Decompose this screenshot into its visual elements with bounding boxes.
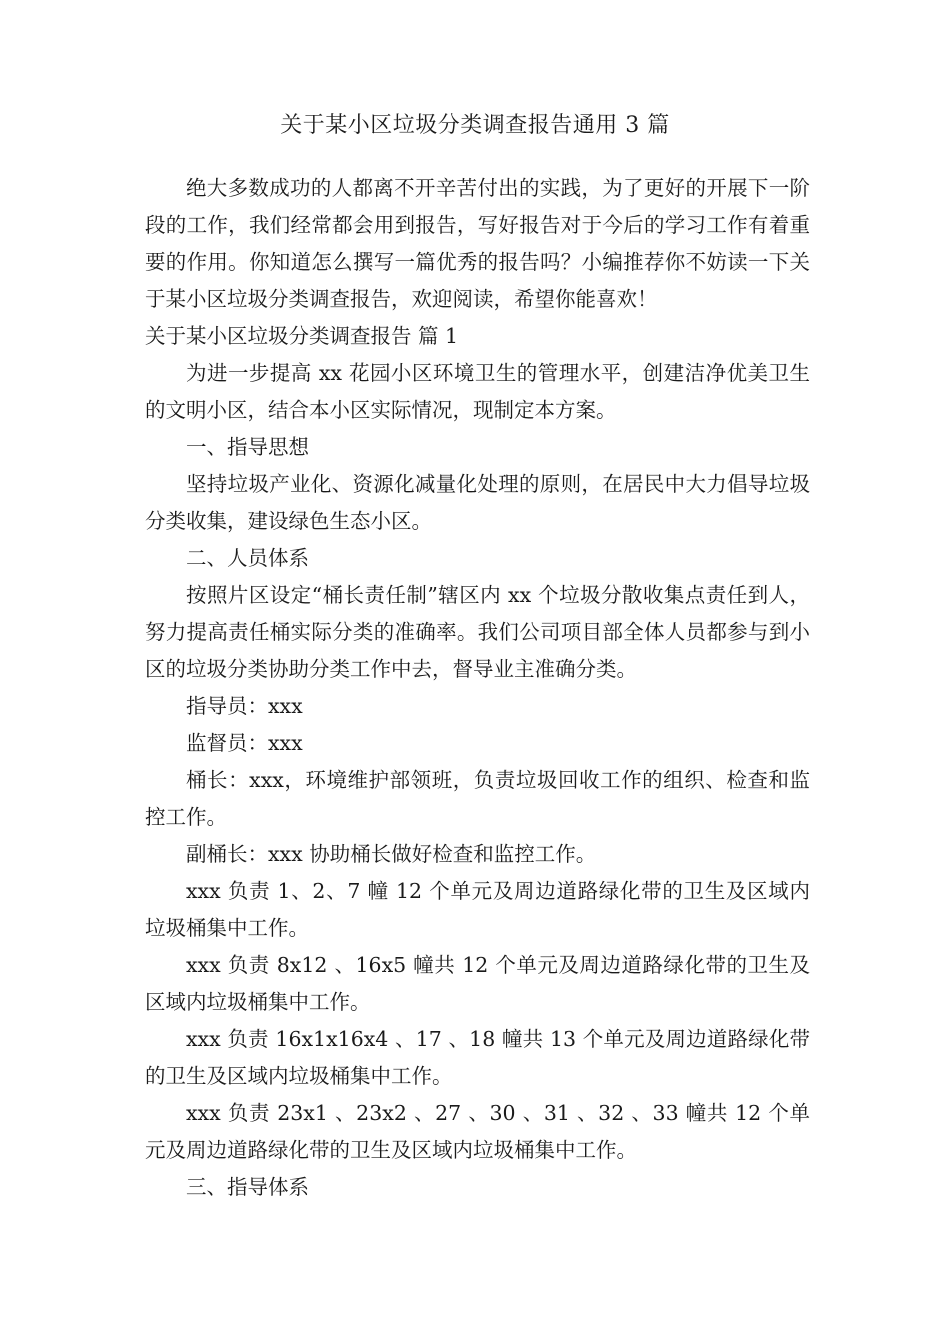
document-body [145, 170, 810, 1206]
paragraph: 监督员：xxx [186, 731, 303, 755]
heading-guiding-ideology: 一、指导思想 [186, 435, 309, 459]
paragraph: 坚持垃圾产业化、资源化减量化处理的原则，在居民中大力倡导垃圾分类收集，建设绿色生态小区。 [145, 472, 810, 533]
paragraph: xxx 负责 16x1x16x4 、17 、18 幢共 13 个单元及周边道路绿化带的卫生及区域内垃圾桶集中工作。 [145, 1027, 810, 1088]
paragraph: 指导员：xxx [186, 694, 303, 718]
intro-paragraph: 绝大多数成功的人都离不开辛苦付出的实践，为了更好的开展下一阶段的工作，我们经常都会用到报告，写好报告对于今后的学习工作有着重要的作用。你知道怎么撰写一篇优秀的报告吗？小编推荐你不妨读一下关于某小区垃圾分类调查报告，欢迎阅读，希望你能喜欢！ [145, 176, 810, 311]
paragraph: xxx 负责 1、2、7 幢 12 个单元及周边道路绿化带的卫生及区域内垃圾桶集中工作。 [145, 879, 810, 940]
paragraph: 按照片区设定“桶长责任制”辖区内 xx 个垃圾分散收集点责任到人，努力提高责任桶实际分类的准确率。我们公司项目部全体人员都参与到小区的垃圾分类协助分类工作中去，督导业主准确分类。 [145, 583, 810, 681]
document-title: 关于某小区垃圾分类调查报告通用 3 篇 [280, 113, 670, 138]
heading-guidance-system: 三、指导体系 [186, 1175, 309, 1199]
paragraph: xxx 负责 8x12 、16x5 幢共 12 个单元及周边道路绿化带的卫生及区域内垃圾桶集中工作。 [145, 953, 810, 1014]
paragraph: 为进一步提高 xx 花园小区环境卫生的管理水平，创建洁净优美卫生的文明小区，结合本小区实际情况，现制定本方案。 [145, 361, 810, 422]
paragraph: 桶长：xxx，环境维护部领班，负责垃圾回收工作的组织、检查和监控工作。 [145, 768, 810, 829]
paragraph: xxx 负责 23x1 、23x2 、27 、30 、31 、32 、33 幢共 12 个单元及周边道路绿化带的卫生及区域内垃圾桶集中工作。 [145, 1101, 810, 1162]
paragraph: 副桶长：xxx 协助桶长做好检查和监控工作。 [186, 842, 597, 866]
section-heading: 关于某小区垃圾分类调查报告 篇 1 [145, 324, 459, 348]
heading-personnel-system: 二、人员体系 [186, 546, 309, 570]
